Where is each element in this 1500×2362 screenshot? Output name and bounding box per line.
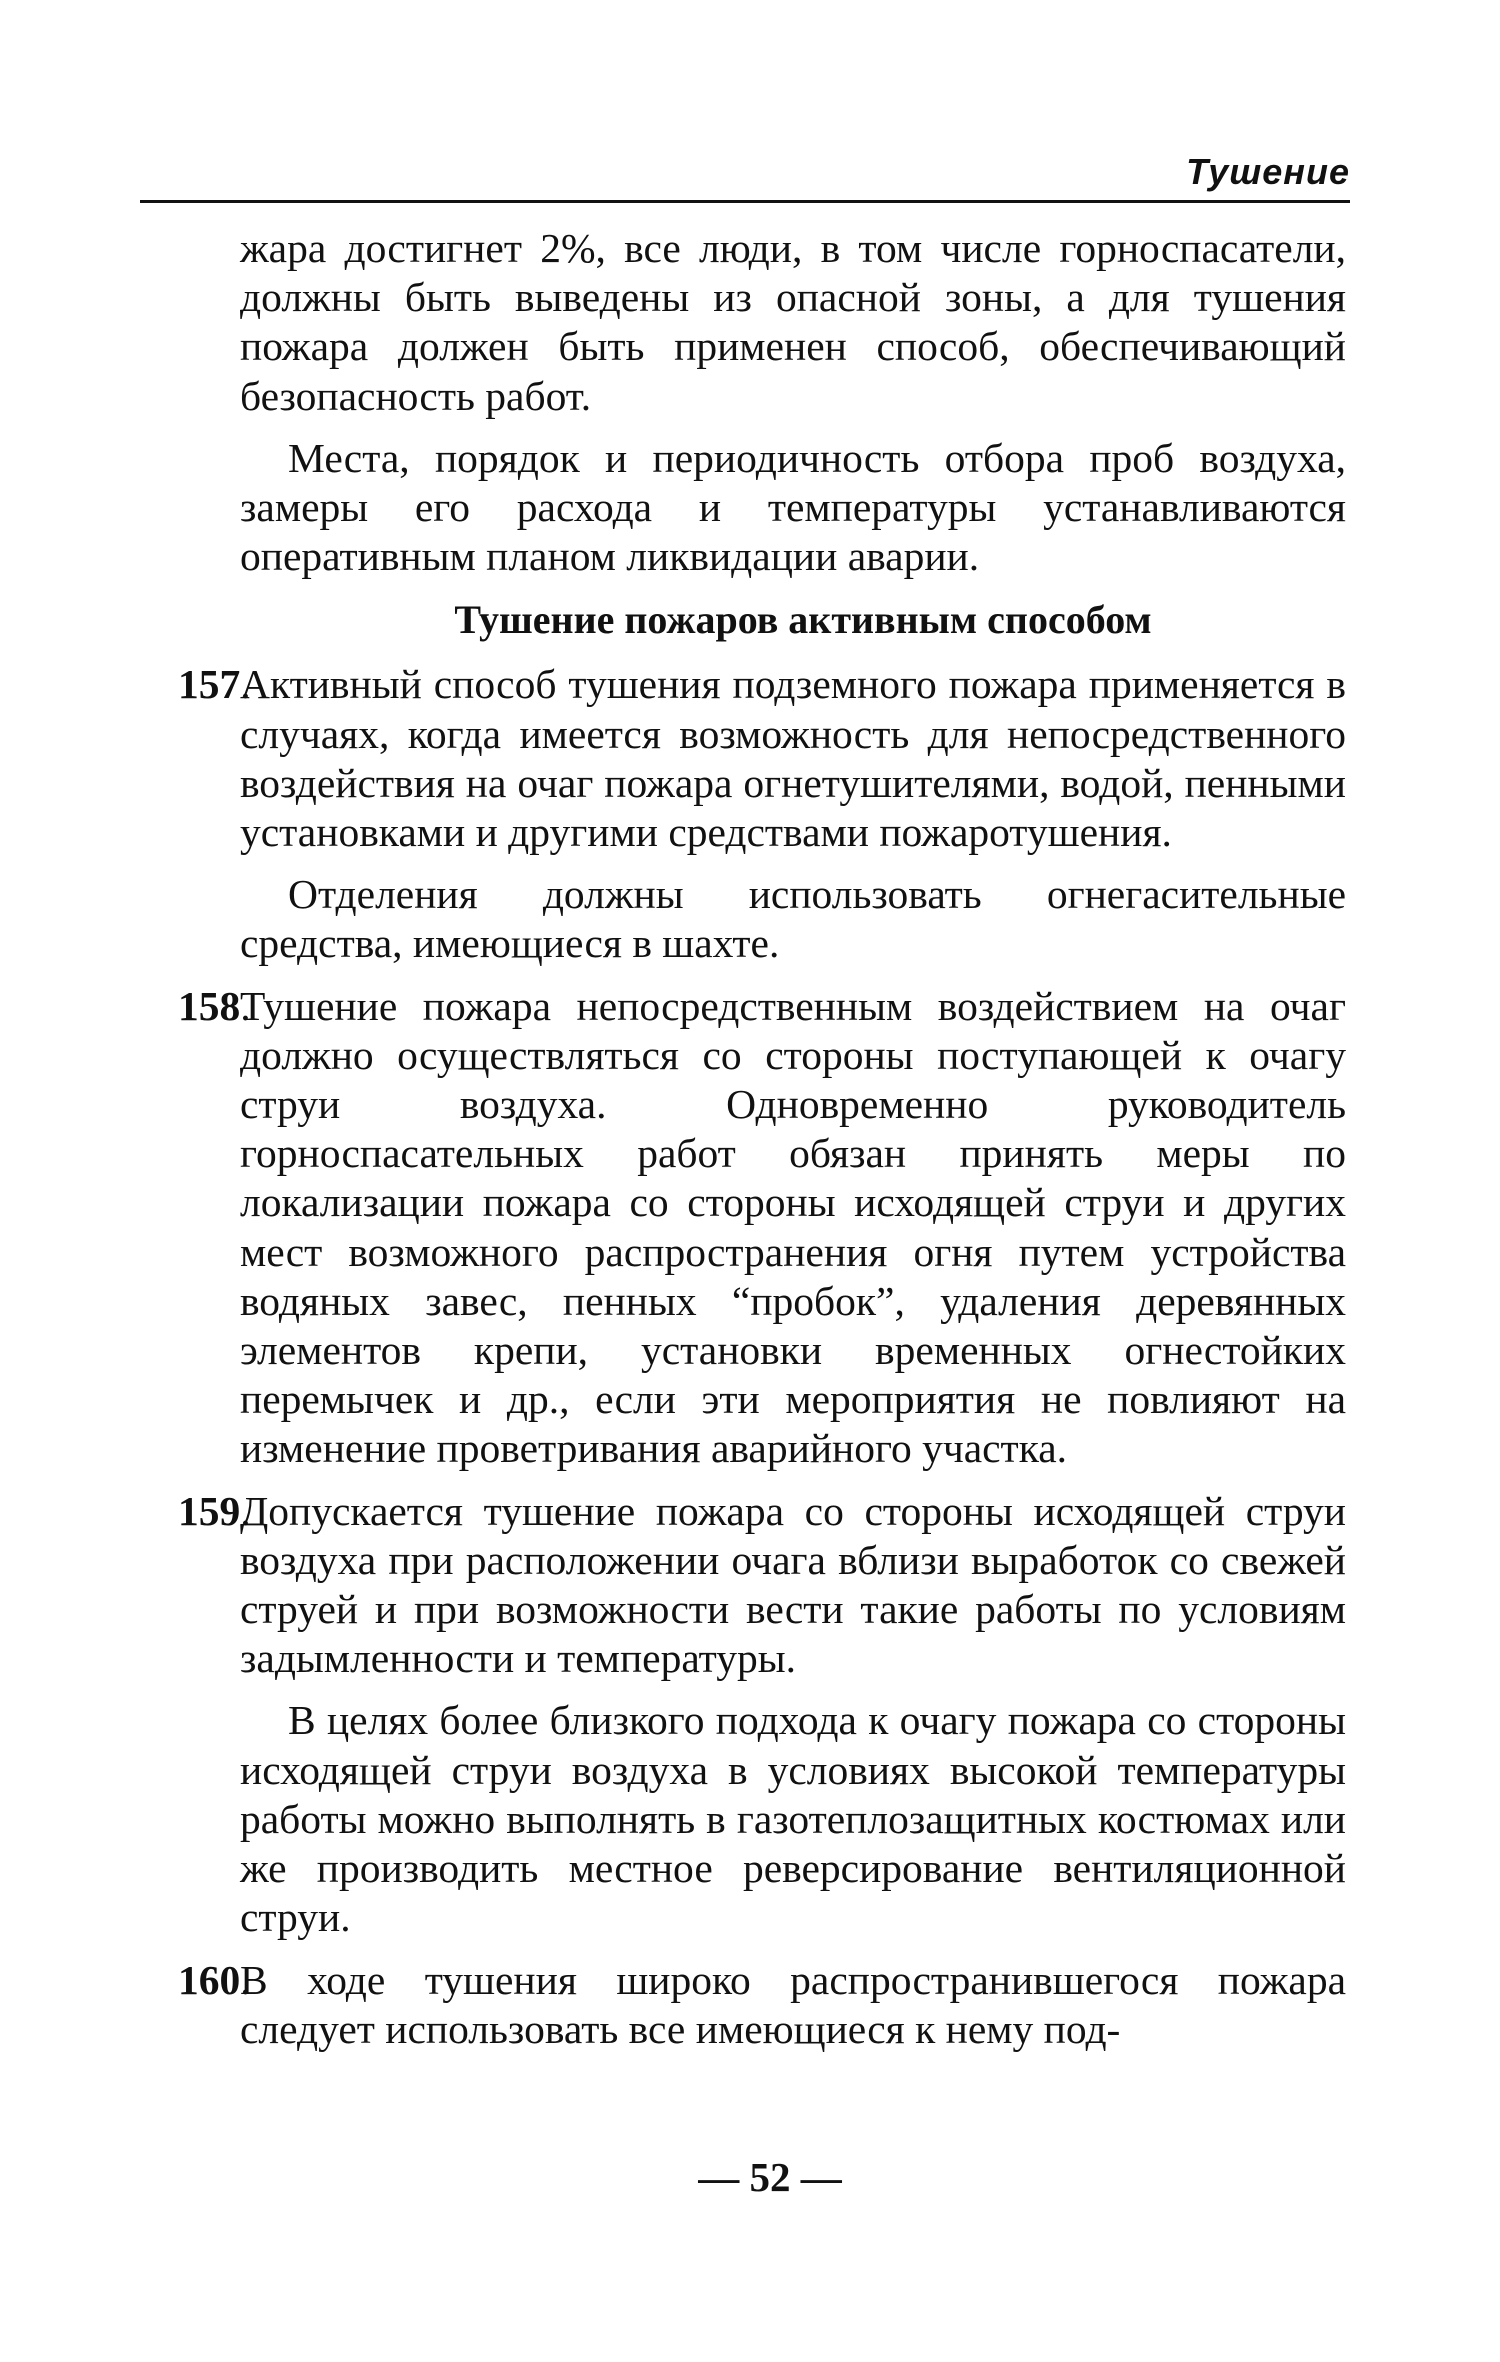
clause-text: В ходе тушения широко распространившегося пожара следует использовать все имеющиеся к нему под- <box>240 1956 1346 2052</box>
clause-number: 157 . <box>178 660 251 709</box>
clause-160 <box>178 1956 1346 2054</box>
section-heading: Тушение пожаров активным способом <box>454 597 1152 643</box>
clause-text: Активный способ тушения подземного пожара применяется в случаях, когда имеется возможность для непосредственного воздействия на очаг пожара огнетушителями, водой, пенными установками и другими средствами пожаротушения. <box>240 661 1346 856</box>
clause-158 <box>178 982 1346 1474</box>
clause-157 <box>178 660 1346 857</box>
clause-number: 158 . <box>178 982 251 1031</box>
paragraph-continuation: жара достигнет 2%, все люди, в том числе горноспасатели, должны быть выведены из опасной зоны, а для тушения пожара должен быть применен способ, обеспечивающий безопасность работ. <box>240 225 1346 419</box>
paragraph: Места, порядок и периодичность отбора проб воздуха, замеры его расхода и температуры устанавливаются оперативным планом ликвидации аварии. <box>240 434 1346 580</box>
clause-text: Тушение пожара непосредственным воздействием на очаг должно осуществляться со стороны поступающей к очагу струи воздуха. Одновременно руководитель горноспасательных работ обязан принять меры по локализации пожара со стороны исходящей струи и других мест возможного распространения огня путем устройства водяных завес, пенных “пробок”, удаления деревянных элементов крепи, установки временных огнестойких перемычек и др., если эти мероприятия не повлияют на изменение проветривания аварийного участка. <box>240 982 1346 1472</box>
clause-text: Допускается тушение пожара со стороны исходящей струи воздуха при расположении очага вблизи выработок со свежей струей и при возможности вести такие работы по условиям задымленности и температуры. <box>240 1487 1346 1682</box>
clause-157-paragraph: Отделения должны использовать огнегасительные средства, имеющиеся в шахте. <box>240 871 1346 967</box>
clause-number: 160 . <box>178 1956 251 2005</box>
clause-159-paragraph: В целях более близкого подхода к очагу пожара со стороны исходящей струи воздуха в условиях высокой температуры работы можно выполнять в газотеплозащитных костюмах или же производить местное реверсирование вентиляционной струи. <box>240 1697 1346 1941</box>
clause-number: 159 . <box>178 1487 251 1536</box>
page-body <box>178 224 1346 2067</box>
page-number: — 52 — <box>698 2154 842 2200</box>
running-header-title: Тушение <box>1186 151 1350 192</box>
running-header <box>140 150 1350 203</box>
clause-159 <box>178 1487 1346 1684</box>
